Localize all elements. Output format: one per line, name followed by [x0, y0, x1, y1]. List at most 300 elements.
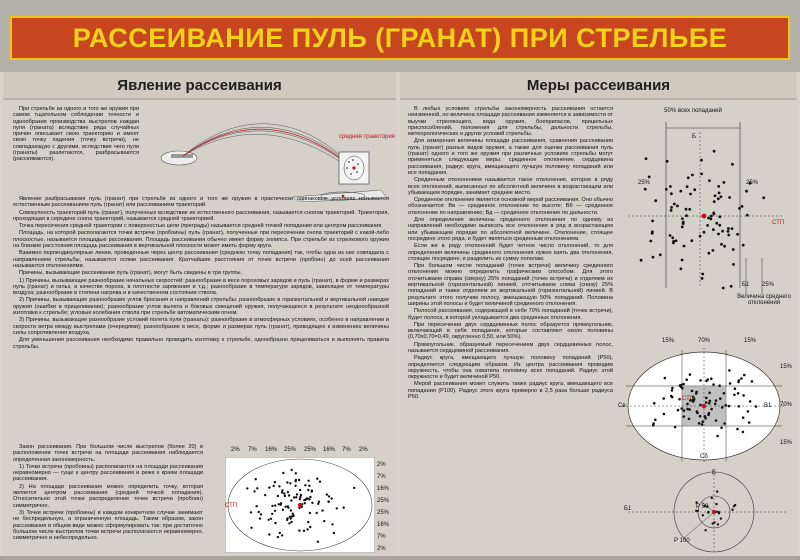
hit-dot	[727, 227, 730, 230]
hit-dot	[326, 493, 328, 495]
measures-paragraph: В любых условиях стрельбы закономерность рассеивания остается неизменной, но величина площади рассеивания изменяется в зависимости от выучки стреляющего, вида оружия, боеприпасов, прицельных приспособлений, положения для стрельбы, дальности стрельбы, метеорологических и других условий стрельбы.	[408, 106, 613, 138]
hit-dot	[300, 494, 302, 496]
hit-dot	[733, 394, 736, 397]
grid-pct-side: 25%	[377, 510, 390, 516]
midfig-label-70-top: 70%	[698, 338, 711, 344]
hit-dot	[707, 414, 710, 417]
hit-dot	[317, 503, 319, 505]
hit-dot	[671, 389, 674, 392]
hit-dot	[721, 230, 724, 233]
hit-dot	[710, 408, 713, 411]
hit-dot	[258, 511, 260, 513]
body-text	[13, 196, 389, 440]
hit-dot	[298, 529, 300, 531]
hit-dot	[716, 490, 718, 492]
hit-dot	[330, 497, 332, 499]
hit-dot	[729, 382, 732, 385]
hit-dot	[681, 387, 684, 390]
hit-dot	[307, 489, 309, 491]
hit-dot	[299, 498, 301, 500]
botfig-label-p50: Р 50	[696, 504, 709, 510]
hit-dot	[304, 484, 306, 486]
hit-dot	[666, 160, 669, 163]
hit-dot	[270, 518, 272, 520]
hit-dot	[282, 472, 284, 474]
hit-dot	[295, 496, 297, 498]
hit-dot	[740, 377, 743, 380]
hit-dot	[654, 419, 657, 422]
hit-dot	[291, 469, 293, 471]
grid-pct-side: 2%	[377, 462, 386, 468]
law-paragraph: Закон рассеивания. При большом числе выстрелов (более 20) в расположении точек встречи на площади рассеивания наблюдается определенная закономерность.	[13, 444, 203, 463]
hit-dot	[273, 485, 275, 487]
grid-pct-side: 7%	[377, 534, 386, 540]
hit-dot	[715, 399, 718, 402]
hit-dot	[679, 190, 682, 193]
hit-dot	[699, 235, 702, 238]
poster-title: РАССЕИВАНИЕ ПУЛЬ (ГРАНАТ) ПРИ СТРЕЛЬБЕ	[72, 22, 728, 53]
hit-dot	[713, 150, 716, 153]
grid-pct-top: 16%	[323, 447, 336, 453]
hit-dot	[749, 400, 752, 403]
hit-dot	[321, 509, 323, 511]
hit-dot	[278, 485, 280, 487]
hit-dot	[674, 426, 677, 429]
hit-dot	[697, 510, 699, 512]
mean-point-of-impact	[298, 503, 302, 507]
hit-dot	[708, 179, 711, 182]
hit-dot	[720, 517, 722, 519]
hit-dot	[311, 490, 313, 492]
hit-dot	[271, 513, 273, 515]
hit-dot	[286, 519, 288, 521]
hit-dot	[680, 407, 683, 410]
hit-dot	[287, 505, 289, 507]
hit-dot	[274, 522, 276, 524]
hit-dot	[683, 415, 686, 418]
hit-dot	[279, 532, 281, 534]
mean-point-of-impact	[702, 214, 707, 219]
hit-dot	[731, 163, 734, 166]
hit-dot	[723, 181, 726, 184]
hit-dot	[705, 397, 708, 400]
hit-dot	[319, 481, 321, 483]
hit-dot	[681, 217, 684, 220]
hit-dot	[651, 220, 654, 223]
hit-dot	[708, 252, 711, 255]
hit-dot	[748, 421, 751, 424]
hit-dot	[253, 490, 255, 492]
hit-dot	[250, 527, 252, 529]
topfig-caption: Величина среднего отклонения	[737, 294, 791, 306]
midfig-label-stp: СТП	[682, 396, 695, 402]
hit-dot	[328, 500, 330, 502]
hit-dot	[659, 253, 662, 256]
hit-dot	[727, 234, 730, 237]
hit-dot	[670, 395, 673, 398]
hit-dot	[728, 196, 731, 199]
hit-dot	[256, 487, 258, 489]
hit-dot	[723, 245, 726, 248]
hit-dot	[287, 491, 289, 493]
hit-dot	[280, 504, 282, 506]
hit-dot	[303, 499, 305, 501]
hit-dot	[720, 243, 723, 246]
hit-dot	[260, 513, 262, 515]
hit-dot	[255, 478, 257, 480]
topfig-label-25-right: 25%	[746, 180, 759, 186]
hit-dot	[299, 489, 301, 491]
measures-paragraph: Для измерения величины площади рассеивания, сравнения рассеивания пуль (гранат) разных видов оружия, а также для оценки рассеивания пуль (гранат) одного и того же оружия при различных условиях стрельбы могут применяться следующие меры: срединное отклонение, сердцевина рассеивания, радиус круга, вмещающего лучшую половину попаданий или все попадания.	[408, 138, 613, 176]
hit-dot	[663, 413, 666, 416]
hit-dot	[699, 415, 702, 418]
hit-dot	[331, 523, 333, 525]
hit-dot	[311, 502, 313, 504]
hit-dot	[712, 228, 715, 231]
hit-dot	[679, 384, 682, 387]
hit-dot	[680, 267, 683, 270]
hit-dot	[742, 394, 745, 397]
grid-pct-top: 25%	[304, 447, 317, 453]
hit-dot	[309, 496, 311, 498]
hit-dot	[309, 512, 311, 514]
dispersion-circles-figure	[618, 470, 794, 554]
body-paragraph: Совокупность траекторий пуль (гранат), полученных вследствие их естественного рассеивания, называется снопом траекторий. Траектория, проходящая в середине снопа траекторий, называется средней траекторией.	[13, 209, 389, 222]
hit-dot	[316, 478, 318, 480]
hit-dot	[292, 513, 294, 515]
hit-dot	[281, 489, 283, 491]
hit-dot	[741, 205, 744, 208]
body-paragraph: Взаимно перпендикулярные линии, проведенные через центр рассеивания (среднюю точку попадания) так, чтобы одна из них совпадала с направлением стрельбы, называются осями рассеивания. Кратчайшие расстояния от точек встречи (пробоин) до осей рассеивания называются отклонениями.	[13, 250, 389, 269]
hit-dot	[717, 523, 719, 525]
measures-text	[408, 106, 613, 552]
hit-dot	[670, 206, 673, 209]
hit-dot	[685, 214, 688, 217]
hit-dot	[737, 381, 740, 384]
hit-dot	[755, 405, 758, 408]
hit-dot	[712, 383, 715, 386]
hit-dot	[710, 215, 713, 218]
hit-dot	[318, 501, 320, 503]
hit-dot	[730, 285, 733, 288]
hit-dot	[323, 520, 325, 522]
hit-dot	[714, 194, 717, 197]
measures-paragraph: Полосой рассеивания, содержащей в себе 70% попаданий (точек встречи), будет полоса, в которой укладывается два срединных отклонения.	[408, 308, 613, 321]
hit-dot	[690, 239, 693, 242]
hit-dot	[713, 213, 716, 216]
hit-dot	[671, 387, 674, 390]
hit-dot	[645, 157, 648, 160]
hit-dot	[288, 522, 290, 524]
grid-pct-side: 16%	[377, 486, 390, 492]
hit-dot	[681, 259, 684, 262]
intro-paragraph: При стрельбе из одного и того же оружия при самом тщательном соблюдении точности и однообразия производства выстрелов каждая пуля (граната) вследствие ряда случайных причин описывает свою траекторию и имеет свою точку падения (точку встречи), не совпадающую с другими, вследствие чего пули (гранаты) разлетаются, разбрасываются (рассеиваются).	[13, 106, 139, 163]
hit-dot	[649, 240, 652, 243]
hit-dot	[333, 532, 335, 534]
hit-dot	[685, 208, 688, 211]
hit-dot	[717, 185, 720, 188]
hit-dot	[644, 188, 647, 191]
hit-dot	[304, 502, 306, 504]
hit-dot	[673, 203, 676, 206]
hit-dot	[651, 232, 654, 235]
hit-dot	[747, 410, 750, 413]
right-panel-heading: Меры рассеивания	[400, 72, 797, 100]
hit-dot	[298, 479, 300, 481]
body-paragraph: Явление разбрасывания пуль (гранат) при стрельбе из одного и того же оружия в практически одинаковых условиях называется естественным рассеиванием пуль (гранат) или рассеиванием траекторий.	[13, 196, 389, 209]
midfig-label-15-r1: 15%	[780, 364, 793, 370]
hit-dot	[290, 521, 292, 523]
grid-pct-top: 25%	[284, 447, 297, 453]
hit-dot	[708, 392, 711, 395]
hit-dot	[701, 273, 704, 276]
law-text	[13, 444, 203, 552]
hit-dot	[289, 516, 291, 518]
hit-dot	[284, 495, 286, 497]
grid-pct-top: 16%	[265, 447, 278, 453]
hit-dot	[715, 419, 718, 422]
body-paragraph: 3) Причины, вызывающие разнообразие условий полета пули (гранаты): разнообразие в атмосферных условиях, особенно в направлении и скорости ветра между выстрелами (очередями); разнообразие в весе, форме и размерах пуль (гранат), приводящее к изменению величины силы сопротивления воздуха.	[13, 317, 389, 336]
hit-dot	[290, 509, 292, 511]
hit-dot	[685, 378, 688, 381]
midfig-label-15-r2: 15%	[780, 440, 793, 446]
midfig-label-70-r: 70%	[780, 402, 793, 408]
hit-dot	[707, 378, 710, 381]
hit-dot	[687, 176, 690, 179]
hit-dot	[732, 263, 735, 266]
hit-dot	[662, 397, 665, 400]
hit-dot	[683, 245, 686, 248]
hit-dot	[700, 159, 703, 162]
hit-dot	[718, 224, 721, 227]
hit-dot	[719, 397, 722, 400]
hit-dot	[691, 174, 694, 177]
hit-dot	[353, 487, 355, 489]
hit-dot	[277, 536, 279, 538]
hit-dot	[688, 408, 691, 411]
hit-dot	[696, 410, 699, 413]
hit-dot	[255, 505, 257, 507]
hit-dot	[296, 493, 298, 495]
hit-dot	[695, 392, 698, 395]
midfig-label-sb: Сб	[700, 454, 708, 460]
hit-dot	[705, 401, 708, 404]
hit-dot	[686, 185, 689, 188]
hit-dot	[689, 193, 692, 196]
hit-dot	[303, 530, 305, 532]
body-paragraph: Площадь, на которой располагаются точки встречи (пробоины) пуль (гранат), полученные при пересечении снопа траекторий с какой-либо плоскостью, называется площадью рассеивания. Площадь рассеивания обычно имеет форму эллипса. При стрельбе из стрелкового оружия на близкие расстояния площадь рассеивания в вертикальной плоскости может иметь форму круга.	[13, 230, 389, 250]
hit-dot	[709, 400, 712, 403]
grid-pct-top: 2%	[231, 447, 240, 453]
hit-dot	[648, 176, 651, 179]
hit-dot	[328, 495, 330, 497]
hit-dot	[742, 431, 745, 434]
hit-dot	[670, 192, 673, 195]
topfig-label-b: Б	[692, 134, 696, 140]
hit-dot	[711, 497, 713, 499]
hit-dot	[710, 218, 713, 221]
hit-dot	[268, 519, 270, 521]
hit-dot	[278, 503, 280, 505]
hit-dot	[704, 529, 706, 531]
hit-dot	[294, 480, 296, 482]
hit-dot	[728, 405, 731, 408]
hit-dot	[689, 373, 692, 376]
hit-dot	[277, 495, 279, 497]
hit-dot	[682, 383, 685, 386]
hit-dot	[295, 472, 297, 474]
hit-dot	[762, 196, 765, 199]
hit-dot	[734, 504, 736, 506]
body-paragraph: Для уменьшения рассеивания необходимо правильно проводить изготовку к стрельбе, однообразно прицеливаться и выполнять правила стрельбы.	[13, 337, 389, 350]
trajectory-diagram	[143, 102, 393, 202]
hit-dot	[289, 482, 291, 484]
hit-dot	[686, 403, 689, 406]
measures-paragraph: Мерой рассеивания может служить также радиус круга, вмещающего все попадания (Р100). Радиус этого круга примерно в 2,5 раза больше радиуса Р50.	[408, 381, 613, 401]
hit-dot	[683, 409, 686, 412]
topfig-label-stp: СТП	[772, 220, 785, 226]
measures-paragraph: При пересечении двух сердцевинных полос образуется прямоугольник, включающий в себя попадания, которые составляют около половины (0,70х0,70=0,49, округленно 0,50, или 50%).	[408, 321, 613, 341]
grid-pct-side: 2%	[377, 546, 386, 552]
hit-dot	[282, 509, 284, 511]
hit-dot	[701, 277, 704, 280]
hit-dot	[693, 188, 696, 191]
midfig-label-15-right: 15%	[744, 338, 757, 344]
title-box	[10, 16, 790, 60]
hit-dot	[718, 192, 721, 195]
body-paragraph: Точка пересечения средней траектории с поверхностью цели (преграды) называется средней точкой попадания или центром рассеивания.	[19, 223, 383, 230]
hit-dot	[746, 214, 749, 217]
hit-dot	[712, 249, 715, 252]
grid-pct-side: 25%	[377, 498, 390, 504]
grid-pct-top: 2%	[359, 447, 368, 453]
hit-dot	[737, 392, 740, 395]
body-paragraph: 1) Причины, вызывающие разнообразие начальных скоростей: разнообразие в весе пороховых зарядов и пуль (гранат), в форме и размерах пуль (гранат) и гильз, в качестве пороха, в плотности заряжания и т.д.; разнообразие в температуре зарядов, зависящее от температуры воздуха; разнообразие в степени нагрева и в качественном состоянии ствола.	[13, 277, 389, 297]
measures-paragraph: Для определения величины срединного отклонения по одному из направлений необходимо выписать все отклонения в ряд в возрастающем или убывающем порядке по абсолютной величине. Отклонение, стоящее посредине этого ряда, и будет являться срединным отклонением.	[408, 217, 613, 242]
hit-dot	[640, 259, 643, 262]
botfig-label-p100: Р 100	[674, 538, 690, 544]
dispersion-grid	[225, 457, 375, 553]
hit-dot	[701, 423, 704, 426]
hit-dot	[702, 420, 705, 423]
measures-paragraph: Срединным отклонением называется такое отклонение, которое в ряду всех отклонений, выписанных по абсолютной величине в возрастающем или убывающем порядке, занимает среднее место.	[408, 177, 613, 196]
hit-dot	[698, 422, 701, 425]
hit-dot	[665, 188, 668, 191]
topfig-label-b1: Б1	[742, 282, 750, 288]
botfig-label-b1: Б1	[624, 506, 632, 512]
hit-dot	[274, 510, 276, 512]
body-paragraph: 2) Причины, вызывающие разнообразие углов бросания и направлений стрельбы: разнообразие в горизонтальной и вертикальной наводке оружия (ошибки в прицеливании); разнообразие углов вылета и боковых смещений оружия, получающееся в результате неоднообразной изготовки к стрельбе; угловые колебания ствола при стрельбе автоматическим огнем.	[13, 297, 389, 317]
hit-dot	[710, 377, 713, 380]
hit-dot	[751, 380, 754, 383]
hit-dot	[719, 215, 722, 218]
hit-dot	[336, 507, 338, 509]
hit-dot	[306, 497, 308, 499]
hit-dot	[745, 190, 748, 193]
hit-dot	[691, 390, 694, 393]
hit-dot	[681, 226, 684, 229]
hit-dot	[343, 506, 345, 508]
hit-dot	[308, 485, 310, 487]
hit-dot	[316, 512, 318, 514]
hit-dot	[720, 427, 723, 430]
hit-dot	[317, 541, 319, 543]
bottom-border	[0, 556, 800, 560]
hit-dot	[264, 494, 266, 496]
measures-paragraph: Радиус круга, вмещающего лучшую половину попаданий (Р50), определяется следующим образом. Из центра рассеивания проводим окружность, чтобы она охватила половину всех попаданий. Радиус этой окружности и будет величиной Р50.	[408, 355, 613, 381]
hit-dot	[285, 506, 287, 508]
hit-dot	[731, 509, 733, 511]
hit-dot	[688, 208, 691, 211]
hit-dot	[682, 222, 685, 225]
hit-dot	[299, 496, 301, 498]
hit-dot	[652, 256, 655, 259]
hit-dot	[722, 287, 725, 290]
hit-dot	[743, 374, 746, 377]
hit-dot	[699, 404, 702, 407]
hit-dot	[654, 199, 657, 202]
hit-dot	[742, 416, 745, 419]
right-panel	[400, 72, 797, 556]
midfig-label-cv: Св	[618, 403, 626, 409]
mean-point-of-impact	[702, 404, 707, 409]
grid-pct-side: 16%	[377, 522, 390, 528]
hit-dot	[664, 377, 667, 380]
hit-dot	[309, 526, 311, 528]
hit-dot	[678, 398, 681, 401]
hit-dot	[738, 405, 741, 408]
hit-dot	[290, 499, 292, 501]
hit-dot	[708, 402, 711, 405]
hit-dot	[307, 521, 309, 523]
hit-dot	[308, 498, 310, 500]
hit-dot	[288, 494, 290, 496]
hit-dot	[250, 511, 252, 513]
hit-dot	[274, 481, 276, 483]
hit-dot	[669, 185, 672, 188]
hit-dot	[703, 231, 706, 234]
hit-dot	[731, 227, 734, 230]
hit-dot	[704, 415, 707, 418]
hit-dot	[669, 234, 672, 237]
body-paragraph: Причины, вызывающие рассеивание пуль (гранат), могут быть сведены в три группы.	[19, 270, 243, 277]
botfig-label-b: Б	[712, 470, 716, 476]
hit-dot	[675, 239, 678, 242]
hit-dot	[715, 503, 717, 505]
hit-dot	[718, 384, 721, 387]
law-paragraph: 2) На площади рассеивания можно определить точку, которая является центром рассеивания (средней точкой попадания). Относительно этой точки распределение точек встречи (пробоин) симметрично.	[13, 483, 203, 509]
hit-dot	[293, 496, 295, 498]
hit-dot	[259, 517, 261, 519]
hit-dot	[715, 222, 718, 225]
hit-dot	[294, 485, 296, 487]
hit-dot	[283, 492, 285, 494]
hit-dot	[699, 379, 702, 382]
grid-pct-side: 7%	[377, 474, 386, 480]
hit-dot	[706, 224, 709, 227]
hit-dot	[713, 200, 716, 203]
hit-dot	[700, 173, 703, 176]
midfig-label-b1: В1	[764, 403, 772, 409]
hit-dot	[672, 242, 675, 245]
grid-pct-top: 7%	[342, 447, 351, 453]
hit-dot	[732, 248, 735, 251]
hit-dot	[723, 422, 726, 425]
hit-dot	[281, 534, 283, 536]
hit-dot	[716, 435, 719, 438]
mean-point-of-impact	[712, 510, 716, 514]
hit-dot	[734, 387, 737, 390]
